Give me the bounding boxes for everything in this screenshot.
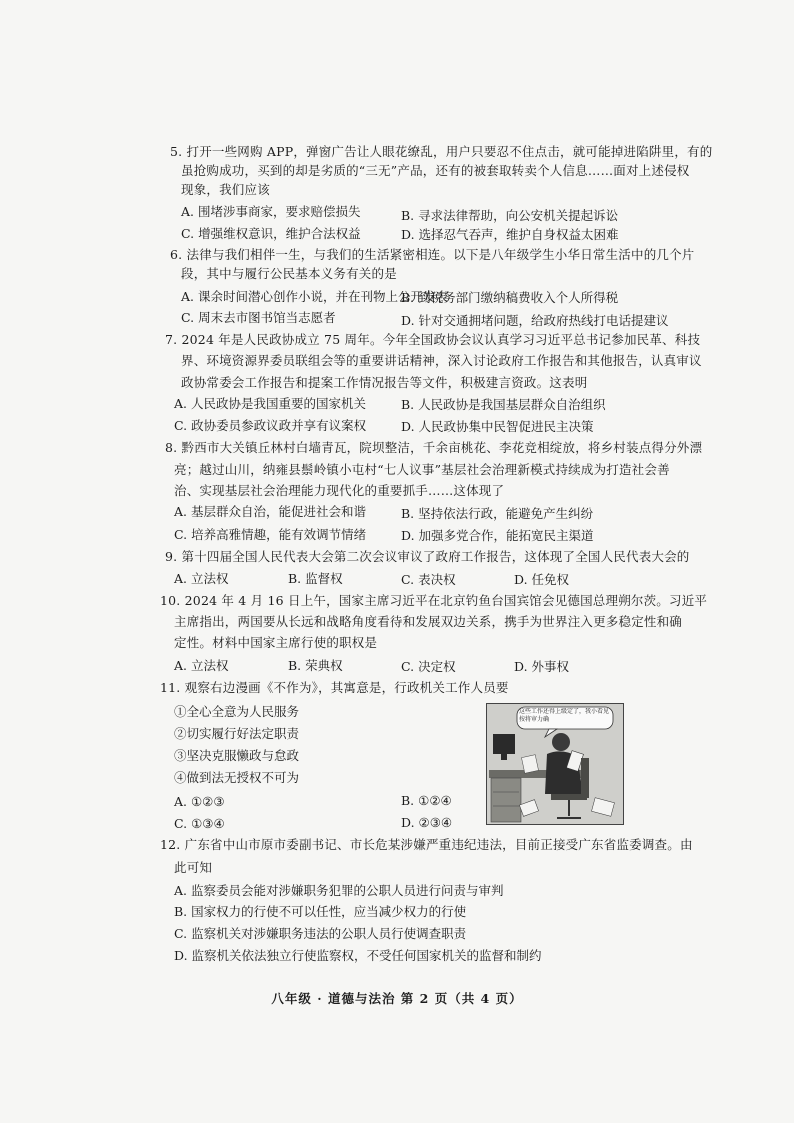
q9-option-c: C. 表决权 bbox=[401, 572, 456, 587]
cartoon-caption: 这些工作还得上级定了，我小看见按将审力确 bbox=[519, 708, 610, 723]
q8-line-2: 亮；越过山川，纳雍县鬃岭镇小屯村“七人议事”基层社会治理新模式持续成为打造社会善 bbox=[174, 462, 670, 477]
q10-line-1: 10. 2024 年 4 月 16 日上午，国家主席习近平在北京钓鱼台国宾馆会见德国总理朔尔茨。习近平 bbox=[160, 593, 708, 608]
q5-line-3: 现象，我们应该 bbox=[181, 182, 270, 197]
q7-option-a: A. 人民政协是我国重要的国家机关 bbox=[174, 396, 366, 411]
q9-option-d: D. 任免权 bbox=[514, 572, 570, 587]
q6-option-b: B. 到税务部门缴纳稿费收入个人所得税 bbox=[401, 290, 619, 305]
q7-line-1: 7. 2024 年是人民政协成立 75 周年。今年全国政协会议认真学习习近平总书记参加民革、科技 bbox=[165, 332, 701, 347]
q10-option-a: A. 立法权 bbox=[174, 658, 229, 673]
q11-line-1: 11. 观察右边漫画《不作为》，其寓意是，行政机关工作人员要 bbox=[160, 680, 509, 695]
q6-line-2: 段，其中与履行公民基本义务有关的是 bbox=[181, 266, 397, 281]
q11-option-b: B. ①②④ bbox=[401, 793, 452, 808]
q6-option-d: D. 针对交通拥堵问题，给政府热线打电话提建议 bbox=[401, 313, 669, 328]
q12-option-d: D. 监察机关依法独立行使监察权，不受任何国家机关的监督和制约 bbox=[174, 948, 542, 963]
q6-option-a: A. 课余时间潜心创作小说，并在刊物上公开发表 bbox=[181, 289, 448, 304]
q11-item-2: ②切实履行好法定职责 bbox=[174, 726, 300, 741]
q11-item-3: ③坚决克服懒政与怠政 bbox=[174, 748, 300, 763]
q5-option-a: A. 围堵涉事商家，要求赔偿损失 bbox=[181, 204, 361, 219]
q10-option-d: D. 外事权 bbox=[514, 659, 570, 674]
q12-option-b: B. 国家权力的行使不可以任性，应当减少权力的行使 bbox=[174, 904, 467, 919]
q11-item-1: ①全心全意为人民服务 bbox=[174, 704, 300, 719]
q8-option-c: C. 培养高雅情趣，能有效调节情绪 bbox=[174, 527, 367, 542]
q6-line-1: 6. 法律与我们相伴一生，与我们的生活紧密相连。以下是八年级学生小华日常生活中的几个片 bbox=[170, 247, 695, 262]
q8-option-d: D. 加强多党合作，能拓宽民主渠道 bbox=[401, 528, 594, 543]
q11-option-a: A. ①②③ bbox=[174, 794, 225, 809]
q8-line-3: 治、实现基层社会治理能力现代化的重要抓手……这体现了 bbox=[174, 483, 505, 498]
q11-option-c: C. ①③④ bbox=[174, 816, 225, 831]
q5-line-2: 虽抢购成功，买到的却是劣质的“三无”产品，还有的被套取转卖个人信息……面对上述侵权 bbox=[181, 163, 690, 178]
q12-option-a: A. 监察委员会能对涉嫌职务犯罪的公职人员进行问责与审判 bbox=[174, 883, 504, 898]
q10-option-c: C. 决定权 bbox=[401, 659, 456, 674]
q12-option-c: C. 监察机关对涉嫌职务违法的公职人员行使调查职责 bbox=[174, 926, 467, 941]
q10-line-2: 主席指出，两国要从长远和战略角度看待和发展双边关系，携手为世界注入更多稳定性和确 bbox=[174, 614, 683, 629]
q10-option-b: B. 荣典权 bbox=[288, 658, 343, 673]
q7-option-c: C. 政协委员参政议政并享有议案权 bbox=[174, 418, 367, 433]
q5-option-c: C. 增强维权意识，维护合法权益 bbox=[181, 226, 361, 241]
page-footer: 八年级 · 道德与法治 第 2 页（共 4 页） bbox=[271, 991, 523, 1006]
cartoon-bu-zuo-wei bbox=[486, 703, 624, 825]
q5-option-b: B. 寻求法律帮助，向公安机关提起诉讼 bbox=[401, 208, 619, 223]
q11-item-4: ④做到法无授权不可为 bbox=[174, 770, 300, 785]
q11-option-d: D. ②③④ bbox=[401, 815, 453, 830]
q5-option-d: D. 选择忍气吞声，维护自身权益太困难 bbox=[401, 227, 619, 242]
q12-line-1: 12. 广东省中山市原市委副书记、市长危某涉嫌严重违纪违法，目前正接受广东省监委调查。由 bbox=[160, 837, 693, 852]
q9-option-b: B. 监督权 bbox=[288, 571, 343, 586]
q8-option-a: A. 基层群众自治，能促进社会和谐 bbox=[174, 504, 366, 519]
q10-line-3: 定性。材料中国家主席行使的职权是 bbox=[174, 635, 378, 650]
q7-line-2: 界、环境资源界委员联组会等的重要讲话精神，深入讨论政府工作报告和其他报告，认真审议 bbox=[181, 353, 702, 368]
q9-line-1: 9. 第十四届全国人民代表大会第二次会议审议了政府工作报告，这体现了全国人民代表大会的 bbox=[165, 549, 690, 564]
q12-line-2: 此可知 bbox=[174, 860, 213, 875]
q5-line-1: 5. 打开一些网购 APP，弹窗广告让人眼花缭乱，用户只要忍不住点击，就可能掉进陷阱里，有的 bbox=[170, 144, 713, 159]
q8-option-b: B. 坚持依法行政，能避免产生纠纷 bbox=[401, 506, 594, 521]
q9-option-a: A. 立法权 bbox=[174, 571, 229, 586]
q7-line-3: 政协常委会工作报告和提案工作情况报告等文件，积极建言资政。这表明 bbox=[181, 375, 588, 390]
q7-option-b: B. 人民政协是我国基层群众自治组织 bbox=[401, 397, 606, 412]
q6-option-c: C. 周末去市图书馆当志愿者 bbox=[181, 310, 336, 325]
q7-option-d: D. 人民政协集中民智促进民主决策 bbox=[401, 419, 594, 434]
q8-line-1: 8. 黔西市大关镇丘林村白墙青瓦，院坝整洁，千余亩桃花、李花竞相绽放，将乡村装点得分外漂 bbox=[165, 440, 703, 455]
